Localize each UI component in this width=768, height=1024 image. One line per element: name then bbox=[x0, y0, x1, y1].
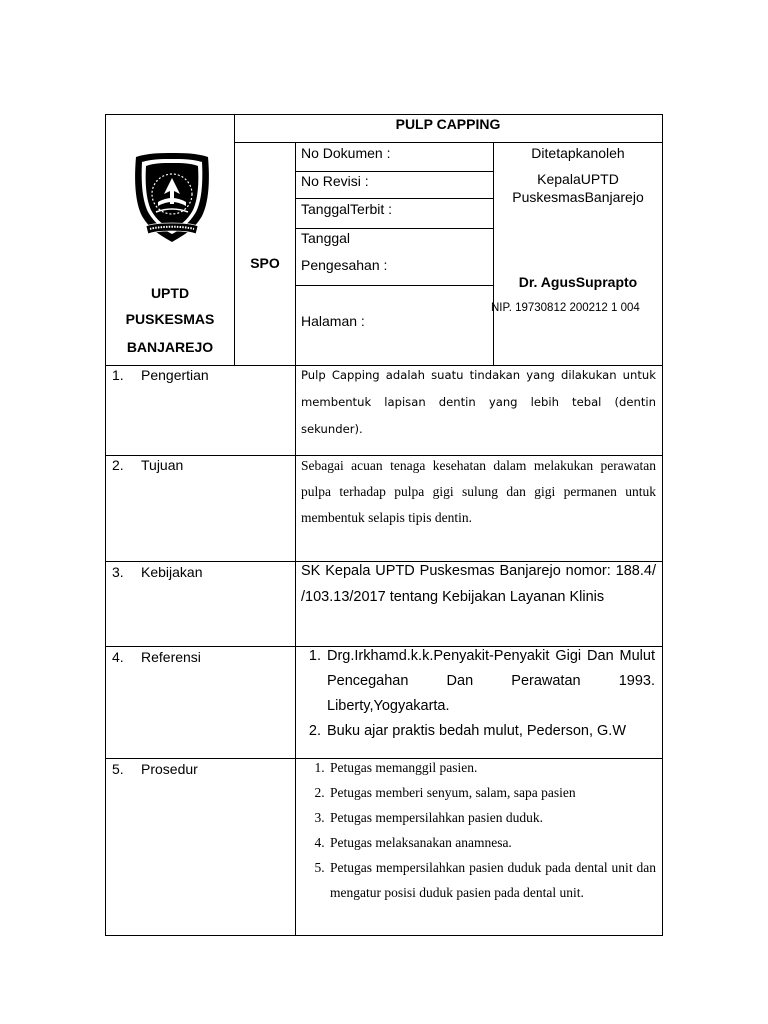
approval-line-1: Ditetapkanoleh bbox=[531, 145, 625, 161]
approval-line-2: KepalaUPTD bbox=[537, 171, 619, 187]
list-item: 2. Buku ajar praktis bedah mulut, Pederson, G.W bbox=[325, 719, 655, 744]
field-no-dokumen: No Dokumen : bbox=[301, 145, 391, 161]
section-text-pengertian: Pulp Capping adalah suatu tindakan yang dilakukan untuk membentuk lapisan dentin yang lebih tebal (dentin sekunder). bbox=[301, 368, 656, 436]
section-label-kebijakan: Kebijakan bbox=[141, 564, 203, 580]
section-label-referensi: Referensi bbox=[141, 649, 201, 665]
org-name-line-3: BANJAREJO bbox=[126, 339, 214, 355]
section-number: 4. bbox=[112, 649, 124, 665]
section-label-tujuan: Tujuan bbox=[141, 457, 184, 473]
field-halaman: Halaman : bbox=[301, 313, 365, 329]
list-item: 4. Petugas melaksanakan anamnesa. bbox=[328, 830, 656, 855]
field-pengesahan: Pengesahan : bbox=[301, 257, 388, 273]
list-item: 5. Petugas mempersilahkan pasien duduk pada dental unit dan mengatur posisi duduk pasien pada dental unit. bbox=[328, 855, 656, 905]
section-text-kebijakan: SK Kepala UPTD Puskesmas Banjarejo nomor: 188.4/ /103.13/2017 tentang Kebijakan Layanan Klinis bbox=[301, 563, 656, 605]
list-item: 1. Drg.Irkhamd.k.k.Penyakit-Penyakit Gigi Dan Mulut Pencegahan Dan Perawatan 1993. Liberty,Yogyakarta. bbox=[325, 644, 655, 719]
section-label-prosedur: Prosedur bbox=[141, 761, 198, 777]
section-number: 2. bbox=[112, 457, 124, 473]
list-item: 2. Petugas memberi senyum, salam, sapa pasien bbox=[328, 780, 656, 805]
list-item: 3. Petugas mempersilahkan pasien duduk. bbox=[328, 805, 656, 830]
approver-nip: NIP. 19730812 200212 1 004 bbox=[491, 302, 640, 314]
field-tanggal-terbit: TanggalTerbit : bbox=[301, 201, 393, 217]
list-item: 1. Petugas memanggil pasien. bbox=[328, 755, 656, 780]
section-number: 5. bbox=[112, 761, 124, 777]
approver-name: Dr. AgusSuprapto bbox=[518, 274, 638, 290]
procedure-list bbox=[298, 755, 656, 905]
field-tanggal: Tanggal bbox=[301, 230, 351, 246]
spo-label: SPO bbox=[250, 255, 280, 271]
document-title: PULP CAPPING bbox=[395, 116, 501, 132]
org-name-line-2: PUSKESMAS bbox=[125, 311, 215, 327]
reference-list bbox=[295, 644, 655, 744]
section-number: 3. bbox=[112, 564, 124, 580]
approval-line-3: PuskesmasBanjarejo bbox=[512, 189, 644, 205]
section-number: 1. bbox=[112, 367, 124, 383]
section-label-pengertian: Pengertian bbox=[141, 367, 209, 383]
section-text-tujuan: Sebagai acuan tenaga kesehatan dalam melakukan perawatan pulpa terhadap pulpa gigi sulung dan gigi permanen untuk membentuk selapis tipis dentin. bbox=[301, 458, 656, 525]
field-no-revisi: No Revisi : bbox=[301, 173, 369, 189]
org-name-line-1: UPTD bbox=[150, 285, 190, 301]
tulungagung-logo bbox=[130, 150, 214, 246]
